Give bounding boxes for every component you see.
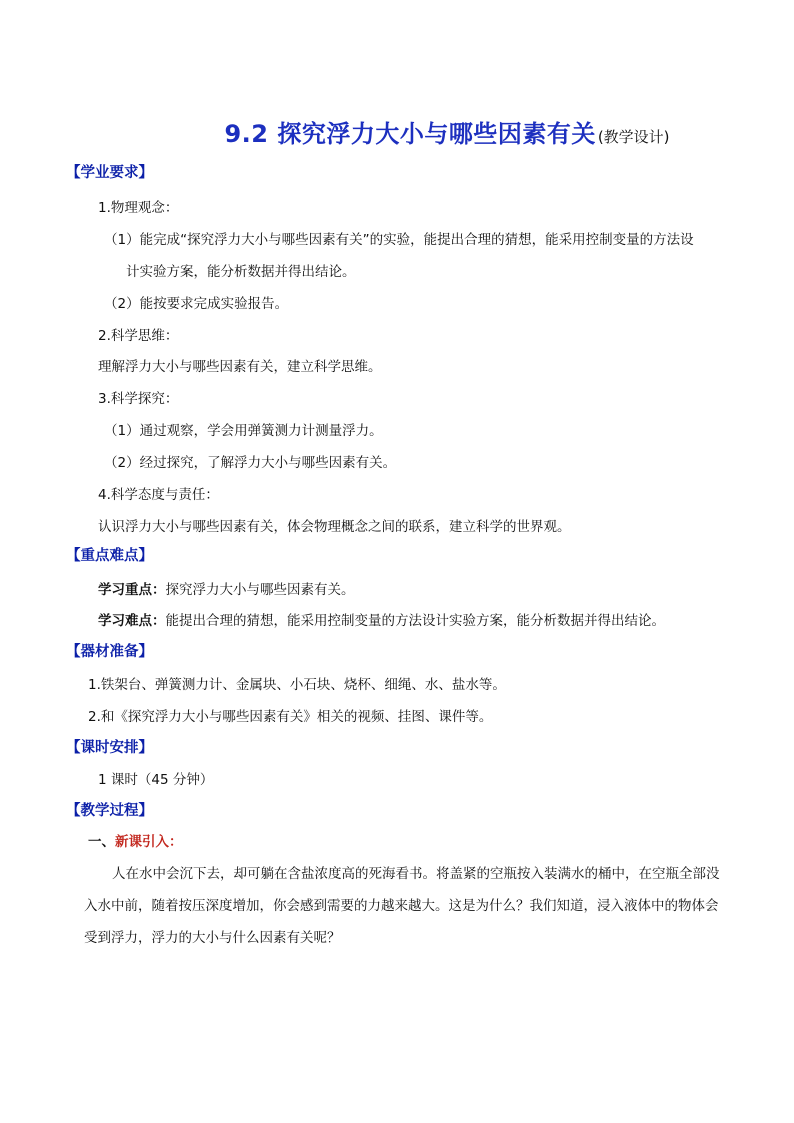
xueye-line-11: 认识浮力大小与哪些因素有关，体会物理概念之间的联系，建立科学的世界观。 xyxy=(98,519,571,535)
zhongdian-value-2: 能提出合理的猜想，能采用控制变量的方法设计实验方案，能分析数据并得出结论。 xyxy=(165,613,665,629)
qicai-line-2: 2.和《探究浮力大小与哪些因素有关》相关的视频、挂图、课件等。 xyxy=(88,709,493,725)
xueye-line-6: 理解浮力大小与哪些因素有关，建立科学思维。 xyxy=(98,359,382,375)
zhongdian-line-1 xyxy=(98,580,355,600)
xueye-line-5: 2.科学思维： xyxy=(98,328,179,344)
xueye-line-10: 4.科学态度与责任： xyxy=(98,487,219,503)
xueye-line-4: （2）能按要求完成实验报告。 xyxy=(104,296,289,312)
jiaoxue-step-1 xyxy=(88,832,183,852)
xueye-line-7: 3.科学探究： xyxy=(98,391,179,407)
intro-paragraph: 人在水中会沉下去，却可躺在含盐浓度高的死海看书。将盖紧的空瓶按入装满水的桶中，在空瓶全部没入水中前，随着按压深度增加，你会感到需要的力越来越大。这是为什么？我们知道，浸入液体中的物体会受到浮力，浮力的大小与什么因素有关呢？ xyxy=(84,866,720,946)
xueye-line-8: （1）通过观察，学会用弹簧测力计测量浮力。 xyxy=(104,423,383,439)
step-label: 新课引入： xyxy=(115,834,183,850)
xueye-line-9: （2）经过探究，了解浮力大小与哪些因素有关。 xyxy=(104,455,397,471)
section-heading-zhongdian: 【重点难点】 xyxy=(66,548,153,564)
section-heading-jiaoxue: 【教学过程】 xyxy=(66,803,153,819)
zhongdian-key-2: 学习难点： xyxy=(98,613,166,629)
zhongdian-value-1: 探究浮力大小与哪些因素有关。 xyxy=(165,582,355,598)
zhongdian-key-1: 学习重点： xyxy=(98,582,166,598)
step-number: 一、 xyxy=(88,834,115,850)
qicai-line-1: 1.铁架台、弹簧测力计、金属块、小石块、烧杯、细绳、水、盐水等。 xyxy=(88,677,506,693)
section-heading-qicai: 【器材准备】 xyxy=(66,644,153,660)
document-title xyxy=(0,114,794,149)
section-heading-keshi: 【课时安排】 xyxy=(66,740,153,756)
xueye-line-2: （1）能完成“探究浮力大小与哪些因素有关”的实验，能提出合理的猜想，能采用控制变量的方法设 xyxy=(104,232,694,248)
title-main: 9.2 探究浮力大小与哪些因素有关 xyxy=(224,120,596,148)
xueye-line-1: 1.物理观念： xyxy=(98,200,179,216)
zhongdian-line-2 xyxy=(98,611,665,631)
keshi-line-1: 1 课时（45 分钟） xyxy=(98,772,214,788)
section-heading-xueye: 【学业要求】 xyxy=(66,165,153,181)
title-sub: (教学设计) xyxy=(597,128,670,146)
xueye-line-3: 计实验方案，能分析数据并得出结论。 xyxy=(126,264,356,280)
